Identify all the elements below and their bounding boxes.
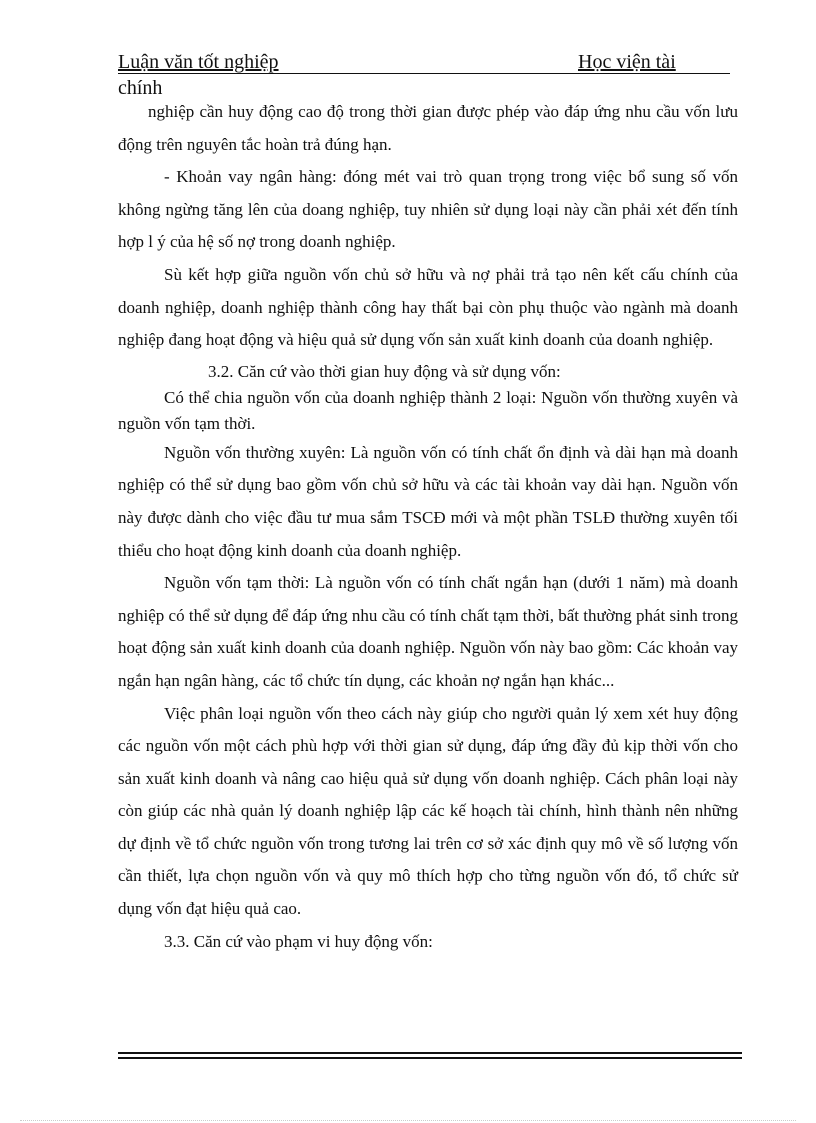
footer-rule-bottom: [118, 1057, 742, 1059]
paragraph-1: nghiệp cần huy động cao độ trong thời gian được phép vào đáp ứng nhu cầu vốn lưu động trên nguyên tắc hoàn trả đúng hạn.: [118, 102, 738, 154]
document-body: [118, 96, 738, 958]
header-title-right: Học viện tài: [578, 51, 676, 73]
paragraph-4: Có thể chia nguồn vốn của doanh nghiệp thành 2 loại: Nguồn vốn thường xuyên và nguồn vốn tạm thời.: [118, 387, 738, 433]
section-heading-3-3: 3.3. Căn cứ vào phạm vi huy động vốn:: [164, 931, 433, 951]
page-edge-dotted: [20, 1120, 796, 1121]
header-rule: [118, 73, 730, 74]
paragraph-2: - Khoản vay ngân hàng: đóng mét vai trò quan trọng trong việc bổ sung số vốn không ngừng tăng lên của doang nghiệp, tuy nhiên sử dụng loại này cần phải xét đến tính hợp l ý của hệ số nợ trong doanh nghiệp.: [118, 167, 738, 252]
page-header: [118, 50, 730, 76]
footer-rule-top: [118, 1052, 742, 1054]
header-title-left: Luận văn tốt nghiệp: [118, 51, 279, 73]
header-continuation: chính: [118, 77, 163, 99]
paragraph-5: Nguồn vốn thường xuyên: Là nguồn vốn có tính chất ổn định và dài hạn mà doanh nghiệp có thể sử dụng bao gồm vốn chủ sở hữu và các tài khoản vay dài hạn. Nguồn vốn này được dành cho việc đầu tư mua sắm TSCĐ mới và một phần TSLĐ thường xuyên tối thiểu cho hoạt động kinh doanh của doanh nghiệp.: [118, 442, 738, 560]
paragraph-3: Sù kết hợp giữa nguồn vốn chủ sở hữu và nợ phải trả tạo nên kết cấu chính của doanh nghiệp, doanh nghiệp thành công hay thất bại còn phụ thuộc vào ngành mà doanh nghiệp đang hoạt động và hiệu quả sử dụng vốn sản xuất kinh doanh của doanh nghiệp.: [118, 264, 738, 350]
section-heading-3-2: 3.2. Căn cứ vào thời gian huy động và sử dụng vốn:: [208, 361, 561, 381]
paragraph-7: Việc phân loại nguồn vốn theo cách này giúp cho người quản lý xem xét huy động các nguồn vốn một cách phù hợp với thời gian sử dụng, đáp ứng đầy đủ kịp thời vốn cho sản xuất kinh doanh và nâng cao hiệu quả sử dụng vốn doanh nghiệp. Cách phân loại này còn giúp các nhà quản lý doanh nghiệp lập các kế hoạch tài chính, hình thành nên những dự định về tổ chức nguồn vốn trong tương lai trên cơ sở xác định quy mô về số lượng vốn cần thiết, lựa chọn nguồn vốn và quy mô thích hợp cho từng nguồn vốn đó, tổ chức sử dụng vốn đạt hiệu quả cao.: [118, 703, 738, 919]
paragraph-6: Nguồn vốn tạm thời: Là nguồn vốn có tính chất ngắn hạn (dưới 1 năm) mà doanh nghiệp có thể sử dụng để đáp ứng nhu cầu có tính chất tạm thời, bất thường phát sinh trong hoạt động sản xuất kinh doanh của doanh nghiệp. Nguồn vốn này bao gồm: Các khoản vay ngắn hạn ngân hàng, các tổ chức tín dụng, các khoản nợ ngắn hạn khác...: [118, 573, 738, 690]
